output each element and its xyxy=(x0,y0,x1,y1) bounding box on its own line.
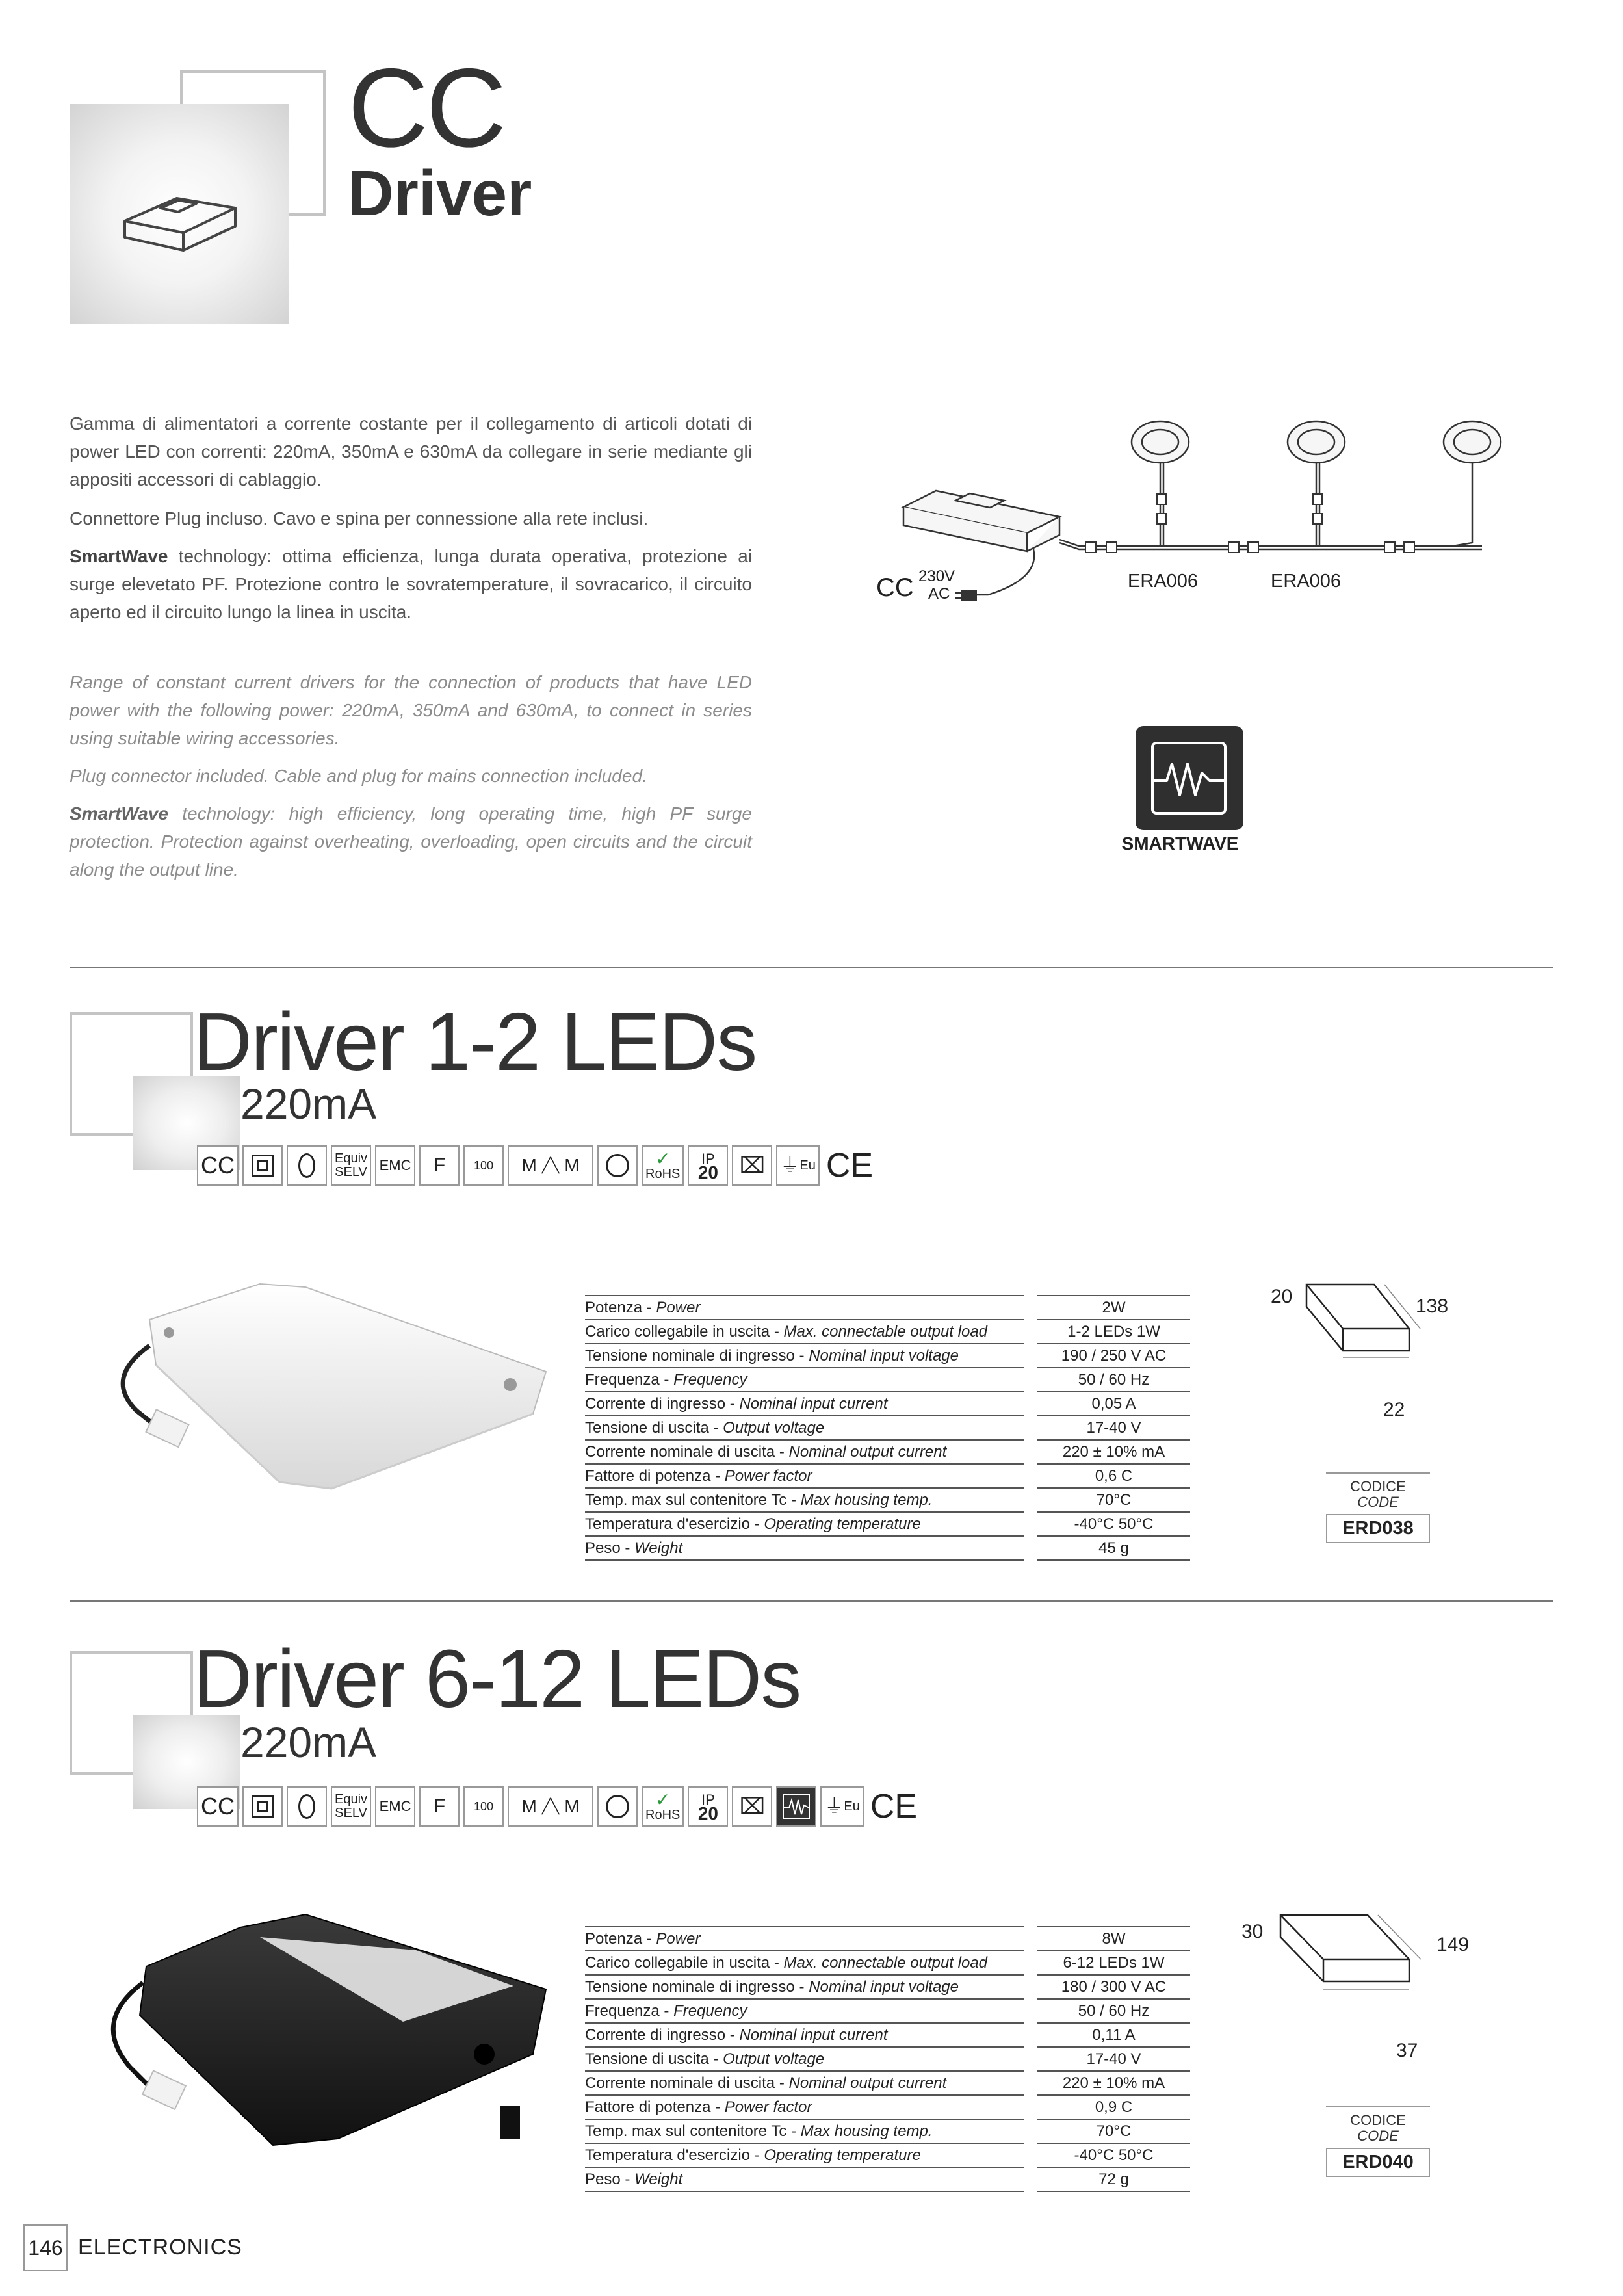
spec-row xyxy=(585,1392,1190,1416)
temperature-triangle-icon xyxy=(463,1786,504,1827)
code-label: CODICE xyxy=(1350,2112,1406,2128)
intro-en-p3 xyxy=(70,800,752,883)
spec-value: 2W xyxy=(1037,1296,1190,1320)
spec-label-it: Corrente di ingresso xyxy=(585,2026,726,2044)
spec-label: Potenza - Power xyxy=(585,1296,1024,1320)
header-title-driver: Driver xyxy=(348,157,532,229)
product-current: 220mA xyxy=(240,1718,377,1766)
spec-label-it: Corrente nominale di uscita xyxy=(585,2074,775,2092)
spec-value: 180 / 300 V AC xyxy=(1037,1975,1190,1999)
spec-row xyxy=(585,1536,1190,1560)
spec-row xyxy=(585,2071,1190,2095)
spec-label-en: Frequency xyxy=(673,1370,747,1389)
section-divider xyxy=(70,1600,1553,1602)
equiv-selv-icon xyxy=(331,1786,371,1827)
spec-label-en: Nominal output current xyxy=(788,1442,947,1461)
spec-label: Frequenza - Frequency xyxy=(585,1368,1024,1392)
smartwave-bold: SmartWave xyxy=(70,546,168,566)
m-label-1: M xyxy=(521,1155,537,1175)
spec-value: 45 g xyxy=(1037,1536,1190,1560)
spec-label-en: Nominal input voltage xyxy=(809,1977,959,1996)
safety-transformer-icon xyxy=(287,1145,327,1186)
spec-value: 50 / 60 Hz xyxy=(1037,1368,1190,1392)
equiv-label: Equiv xyxy=(335,1792,368,1807)
dimension-height: 30 xyxy=(1241,1921,1264,1942)
dimension-length: 138 xyxy=(1416,1296,1449,1317)
double-insulation-icon xyxy=(242,1145,283,1186)
certification-icons xyxy=(197,1786,920,1827)
spec-value: 0,05 A xyxy=(1037,1392,1190,1416)
spec-row xyxy=(585,1927,1190,1951)
mm-mark-icon: M ╱╲ M xyxy=(508,1145,593,1186)
spec-label-it: Tensione nominale di ingresso xyxy=(585,1977,795,1996)
product-image-driver-1-2 xyxy=(91,1274,559,1508)
spec-label-en: Power xyxy=(656,1298,701,1316)
spec-row xyxy=(585,1344,1190,1368)
rohs-label: RoHS xyxy=(645,1807,681,1822)
product-title: Driver 1-2 LEDs xyxy=(193,996,757,1088)
spec-label-it: Temperatura d'esercizio xyxy=(585,1515,751,1533)
spec-value: 0,11 A xyxy=(1037,2023,1190,2047)
spec-label: Temp. max sul contenitore Tc - Max housing temp. xyxy=(585,2119,1024,2143)
footer-category: ELECTRONICS xyxy=(78,2235,242,2260)
spec-label-en: Power factor xyxy=(724,1467,812,1485)
m-label-2: M xyxy=(564,1796,580,1816)
equiv-selv-icon xyxy=(331,1145,371,1186)
product-code: ERD038 xyxy=(1326,1514,1430,1543)
spec-value: 70°C xyxy=(1037,2119,1190,2143)
product-code: ERD040 xyxy=(1326,2148,1430,2177)
spec-label-it: Potenza xyxy=(585,1298,643,1316)
smartwave-icon xyxy=(1134,725,1245,832)
ce-mark-icon: CE xyxy=(824,1145,876,1186)
f-mark-icon xyxy=(419,1145,460,1186)
spec-row xyxy=(585,2047,1190,2071)
spec-label-en: Weight xyxy=(634,1539,683,1557)
rohs-icon: ✓ RoHS xyxy=(642,1145,684,1186)
rohs-label: RoHS xyxy=(645,1166,681,1181)
spec-label-it: Fattore di potenza xyxy=(585,2098,711,2116)
spec-label: Tensione di uscita - Output voltage xyxy=(585,1416,1024,1440)
dimension-box-icon xyxy=(1267,1911,1462,2028)
intro-it-p3-rest: technology: ottima efficienza, lunga durata operativa, protezione ai surge elevetato PF. Protezione contro le sovratemperature, il sovracarico, il circuito aperto ed il circuito lungo la linea in uscita. xyxy=(70,546,752,622)
cc-icon: CC xyxy=(197,1145,239,1186)
diagram-cc-label: CC xyxy=(876,573,914,602)
spec-label-en: Output voltage xyxy=(723,2050,825,2068)
ip-value: 20 xyxy=(697,1162,718,1182)
intro-it-p1: Gamma di alimentatori a corrente costante per il collegamento di articoli dotati di power LED con correnti: 220mA, 350mA e 630mA da collegare in serie mediante gli appositi accessori di cablaggio. xyxy=(70,413,752,489)
spec-value: 50 / 60 Hz xyxy=(1037,1999,1190,2023)
spec-value: 0,6 C xyxy=(1037,1464,1190,1488)
spec-row xyxy=(585,1296,1190,1320)
spec-row xyxy=(585,1512,1190,1536)
spec-label: Frequenza - Frequency xyxy=(585,1999,1024,2023)
spec-label-it: Corrente nominale di uscita xyxy=(585,1442,775,1461)
ip-value: 20 xyxy=(697,1803,718,1823)
spec-row xyxy=(585,1975,1190,1999)
spec-value: 1-2 LEDs 1W xyxy=(1037,1320,1190,1344)
smartwave-bold-en: SmartWave xyxy=(70,803,169,824)
driver-outline-icon xyxy=(70,104,289,324)
spec-label-it: Potenza xyxy=(585,1929,643,1948)
dimension-width: 22 xyxy=(1383,1399,1405,1420)
dimension-width: 37 xyxy=(1396,2040,1418,2061)
diagram-ac-label: AC xyxy=(928,585,950,603)
cc-icon: CC xyxy=(197,1786,239,1827)
spec-row xyxy=(585,2023,1190,2047)
spec-label-it: Temp. max sul contenitore Tc xyxy=(585,1491,787,1509)
spec-label-it: Tensione di uscita xyxy=(585,2050,709,2068)
spec-label-en: Output voltage xyxy=(723,1418,825,1437)
intro-en-p2: Plug connector included. Cable and plug for mains connection included. xyxy=(70,766,647,786)
fuse-icon xyxy=(597,1786,638,1827)
emc-icon: EMC xyxy=(375,1786,415,1827)
spec-label-en: Max. connectable output load xyxy=(783,1322,988,1340)
ip20-icon xyxy=(688,1145,728,1186)
f-mark-icon xyxy=(419,1786,460,1827)
spec-value: 17-40 V xyxy=(1037,1416,1190,1440)
dimension-length: 149 xyxy=(1436,1934,1470,1955)
spec-label: Corrente di ingresso - Nominal input current xyxy=(585,2023,1024,2047)
equiv-label: Equiv xyxy=(335,1151,368,1166)
plug-eu-icon: ⏚ Eu xyxy=(820,1786,863,1827)
spec-label-en: Max housing temp. xyxy=(800,1491,933,1509)
intro-en-p1: Range of constant current drivers for the connection of products that have LED power with the following power: 220mA, 350mA and 630mA, to connect in series using suitable wiring accessories. xyxy=(70,672,752,748)
ce-mark-icon: CE xyxy=(868,1786,920,1827)
eu-label: Eu xyxy=(844,1799,860,1814)
spec-label-en: Max housing temp. xyxy=(800,2122,933,2140)
spec-value: 17-40 V xyxy=(1037,2047,1190,2071)
spec-label-en: Frequency xyxy=(673,2002,747,2020)
emc-icon: EMC xyxy=(375,1145,415,1186)
spec-label-it: Peso xyxy=(585,1539,621,1557)
spec-value: -40°C 50°C xyxy=(1037,1512,1190,1536)
safety-transformer-icon xyxy=(287,1786,327,1827)
spec-label-it: Tensione nominale di ingresso xyxy=(585,1346,795,1364)
spec-label-it: Temp. max sul contenitore Tc xyxy=(585,2122,787,2140)
diagram-accessory-1: ERA006 xyxy=(1128,571,1199,592)
spec-label: Temp. max sul contenitore Tc - Max housing temp. xyxy=(585,1488,1024,1512)
product-code-box xyxy=(1326,1472,1430,1543)
plug-eu-icon: ⏚ Eu xyxy=(776,1145,819,1186)
spec-label-en: Operating temperature xyxy=(764,2146,921,2164)
spec-label-en: Nominal input current xyxy=(739,2026,888,2044)
spec-label: Potenza - Power xyxy=(585,1927,1024,1951)
code-header xyxy=(1326,2106,1430,2144)
section-divider xyxy=(70,967,1553,968)
f-mark-label: F xyxy=(433,1155,446,1176)
spec-label: Fattore di potenza - Power factor xyxy=(585,2095,1024,2119)
temperature-triangle-icon xyxy=(463,1145,504,1186)
spec-label-en: Operating temperature xyxy=(764,1515,921,1533)
spec-label-it: Frequenza xyxy=(585,1370,660,1389)
spec-label: Tensione nominale di ingresso - Nominal input voltage xyxy=(585,1975,1024,1999)
spec-label-it: Temperatura d'esercizio xyxy=(585,2146,751,2164)
smartwave-label: SMARTWAVE xyxy=(1121,833,1239,854)
spec-value: 72 g xyxy=(1037,2167,1190,2191)
spec-label-en: Nominal input voltage xyxy=(809,1346,959,1364)
ip-label: IP xyxy=(701,1792,715,1808)
code-label-en: CODE xyxy=(1357,2128,1399,2144)
smartwave-small-icon xyxy=(776,1786,816,1827)
code-label-en: CODE xyxy=(1357,1494,1399,1510)
spec-row xyxy=(585,2143,1190,2167)
spec-label-it: Tensione di uscita xyxy=(585,1418,709,1437)
spec-row xyxy=(585,1416,1190,1440)
spec-row xyxy=(585,1951,1190,1975)
spec-label-en: Power factor xyxy=(724,2098,812,2116)
page-number: 146 xyxy=(23,2224,68,2271)
spec-value: -40°C 50°C xyxy=(1037,2143,1190,2167)
spec-label: Peso - Weight xyxy=(585,2167,1024,2191)
ip20-icon xyxy=(688,1786,728,1827)
double-insulation-icon xyxy=(242,1786,283,1827)
spec-value: 0,9 C xyxy=(1037,2095,1190,2119)
mm-mark-icon: M ╱╲ M xyxy=(508,1786,593,1827)
weee-bin-icon: ⌧ xyxy=(732,1145,772,1186)
certification-icons xyxy=(197,1145,876,1186)
diagram-accessory-2: ERA006 xyxy=(1271,571,1342,592)
product-code-box xyxy=(1326,2106,1430,2177)
spec-value: 70°C xyxy=(1037,1488,1190,1512)
intro-it-p3 xyxy=(70,542,752,626)
product-current: 220mA xyxy=(240,1080,377,1128)
spec-row xyxy=(585,1488,1190,1512)
spec-label-it: Fattore di potenza xyxy=(585,1467,711,1485)
m-label-2: M xyxy=(564,1155,580,1175)
spec-row xyxy=(585,2095,1190,2119)
spec-value: 8W xyxy=(1037,1927,1190,1951)
temperature-label: 100 xyxy=(474,1158,494,1172)
temperature-label: 100 xyxy=(474,1799,494,1813)
dimension-height: 20 xyxy=(1271,1286,1293,1307)
selv-label: SELV xyxy=(335,1806,367,1820)
spec-label: Temperatura d'esercizio - Operating temperature xyxy=(585,1512,1024,1536)
spec-label: Tensione di uscita - Output voltage xyxy=(585,2047,1024,2071)
spec-row xyxy=(585,1320,1190,1344)
spec-table xyxy=(585,1926,1190,2192)
spec-value: 6-12 LEDs 1W xyxy=(1037,1951,1190,1975)
spec-label: Corrente di ingresso - Nominal input current xyxy=(585,1392,1024,1416)
spec-label: Carico collegabile in uscita - Max. connectable output load xyxy=(585,1320,1024,1344)
spec-label-it: Corrente di ingresso xyxy=(585,1394,726,1413)
code-header xyxy=(1326,1472,1430,1510)
product-title: Driver 6-12 LEDs xyxy=(193,1633,801,1725)
spec-label: Corrente nominale di uscita - Nominal output current xyxy=(585,1440,1024,1464)
spec-label-en: Weight xyxy=(634,2170,683,2188)
spec-label: Peso - Weight xyxy=(585,1536,1024,1560)
spec-label-en: Power xyxy=(656,1929,701,1948)
spec-row xyxy=(585,2119,1190,2143)
spec-label-en: Max. connectable output load xyxy=(783,1953,988,1972)
fuse-icon xyxy=(597,1145,638,1186)
spec-row xyxy=(585,1440,1190,1464)
product-image-driver-6-12 xyxy=(91,1892,559,2165)
header-product-tile xyxy=(70,104,289,324)
spec-table xyxy=(585,1295,1190,1561)
f-mark-label: F xyxy=(433,1795,446,1817)
header-title-cc: CC xyxy=(348,46,504,170)
diagram-voltage-label: 230V xyxy=(918,567,955,585)
intro-it-p2: Connettore Plug incluso. Cavo e spina per connessione alla rete inclusi. xyxy=(70,508,649,528)
spec-row xyxy=(585,2167,1190,2191)
spec-label-en: Nominal output current xyxy=(788,2074,947,2092)
spec-label-it: Carico collegabile in uscita xyxy=(585,1322,770,1340)
spec-value: 220 ± 10% mA xyxy=(1037,2071,1190,2095)
spec-label: Temperatura d'esercizio - Operating temperature xyxy=(585,2143,1024,2167)
spec-label-it: Carico collegabile in uscita xyxy=(585,1953,770,1972)
spec-label: Fattore di potenza - Power factor xyxy=(585,1464,1024,1488)
rohs-icon: ✓ RoHS xyxy=(642,1786,684,1827)
selv-label: SELV xyxy=(335,1165,367,1179)
spec-label: Tensione nominale di ingresso - Nominal input voltage xyxy=(585,1344,1024,1368)
code-label: CODICE xyxy=(1350,1478,1406,1494)
spec-row xyxy=(585,1368,1190,1392)
spec-value: 190 / 250 V AC xyxy=(1037,1344,1190,1368)
spec-row xyxy=(585,1999,1190,2023)
spec-label-en: Nominal input current xyxy=(739,1394,888,1413)
spec-row xyxy=(585,1464,1190,1488)
ip-label: IP xyxy=(701,1151,715,1167)
weee-bin-icon: ⌧ xyxy=(732,1786,772,1827)
spec-label-it: Peso xyxy=(585,2170,621,2188)
spec-value: 220 ± 10% mA xyxy=(1037,1440,1190,1464)
m-label-1: M xyxy=(521,1796,537,1816)
spec-label-it: Frequenza xyxy=(585,2002,660,2020)
spec-label: Carico collegabile in uscita - Max. connectable output load xyxy=(585,1951,1024,1975)
intro-en-p3-rest: technology: high efficiency, long operating time, high PF surge protection. Protection against overheating, overloading, open circuits and the circuit along the output line. xyxy=(70,803,752,880)
spec-label: Corrente nominale di uscita - Nominal output current xyxy=(585,2071,1024,2095)
eu-label: Eu xyxy=(799,1158,816,1173)
